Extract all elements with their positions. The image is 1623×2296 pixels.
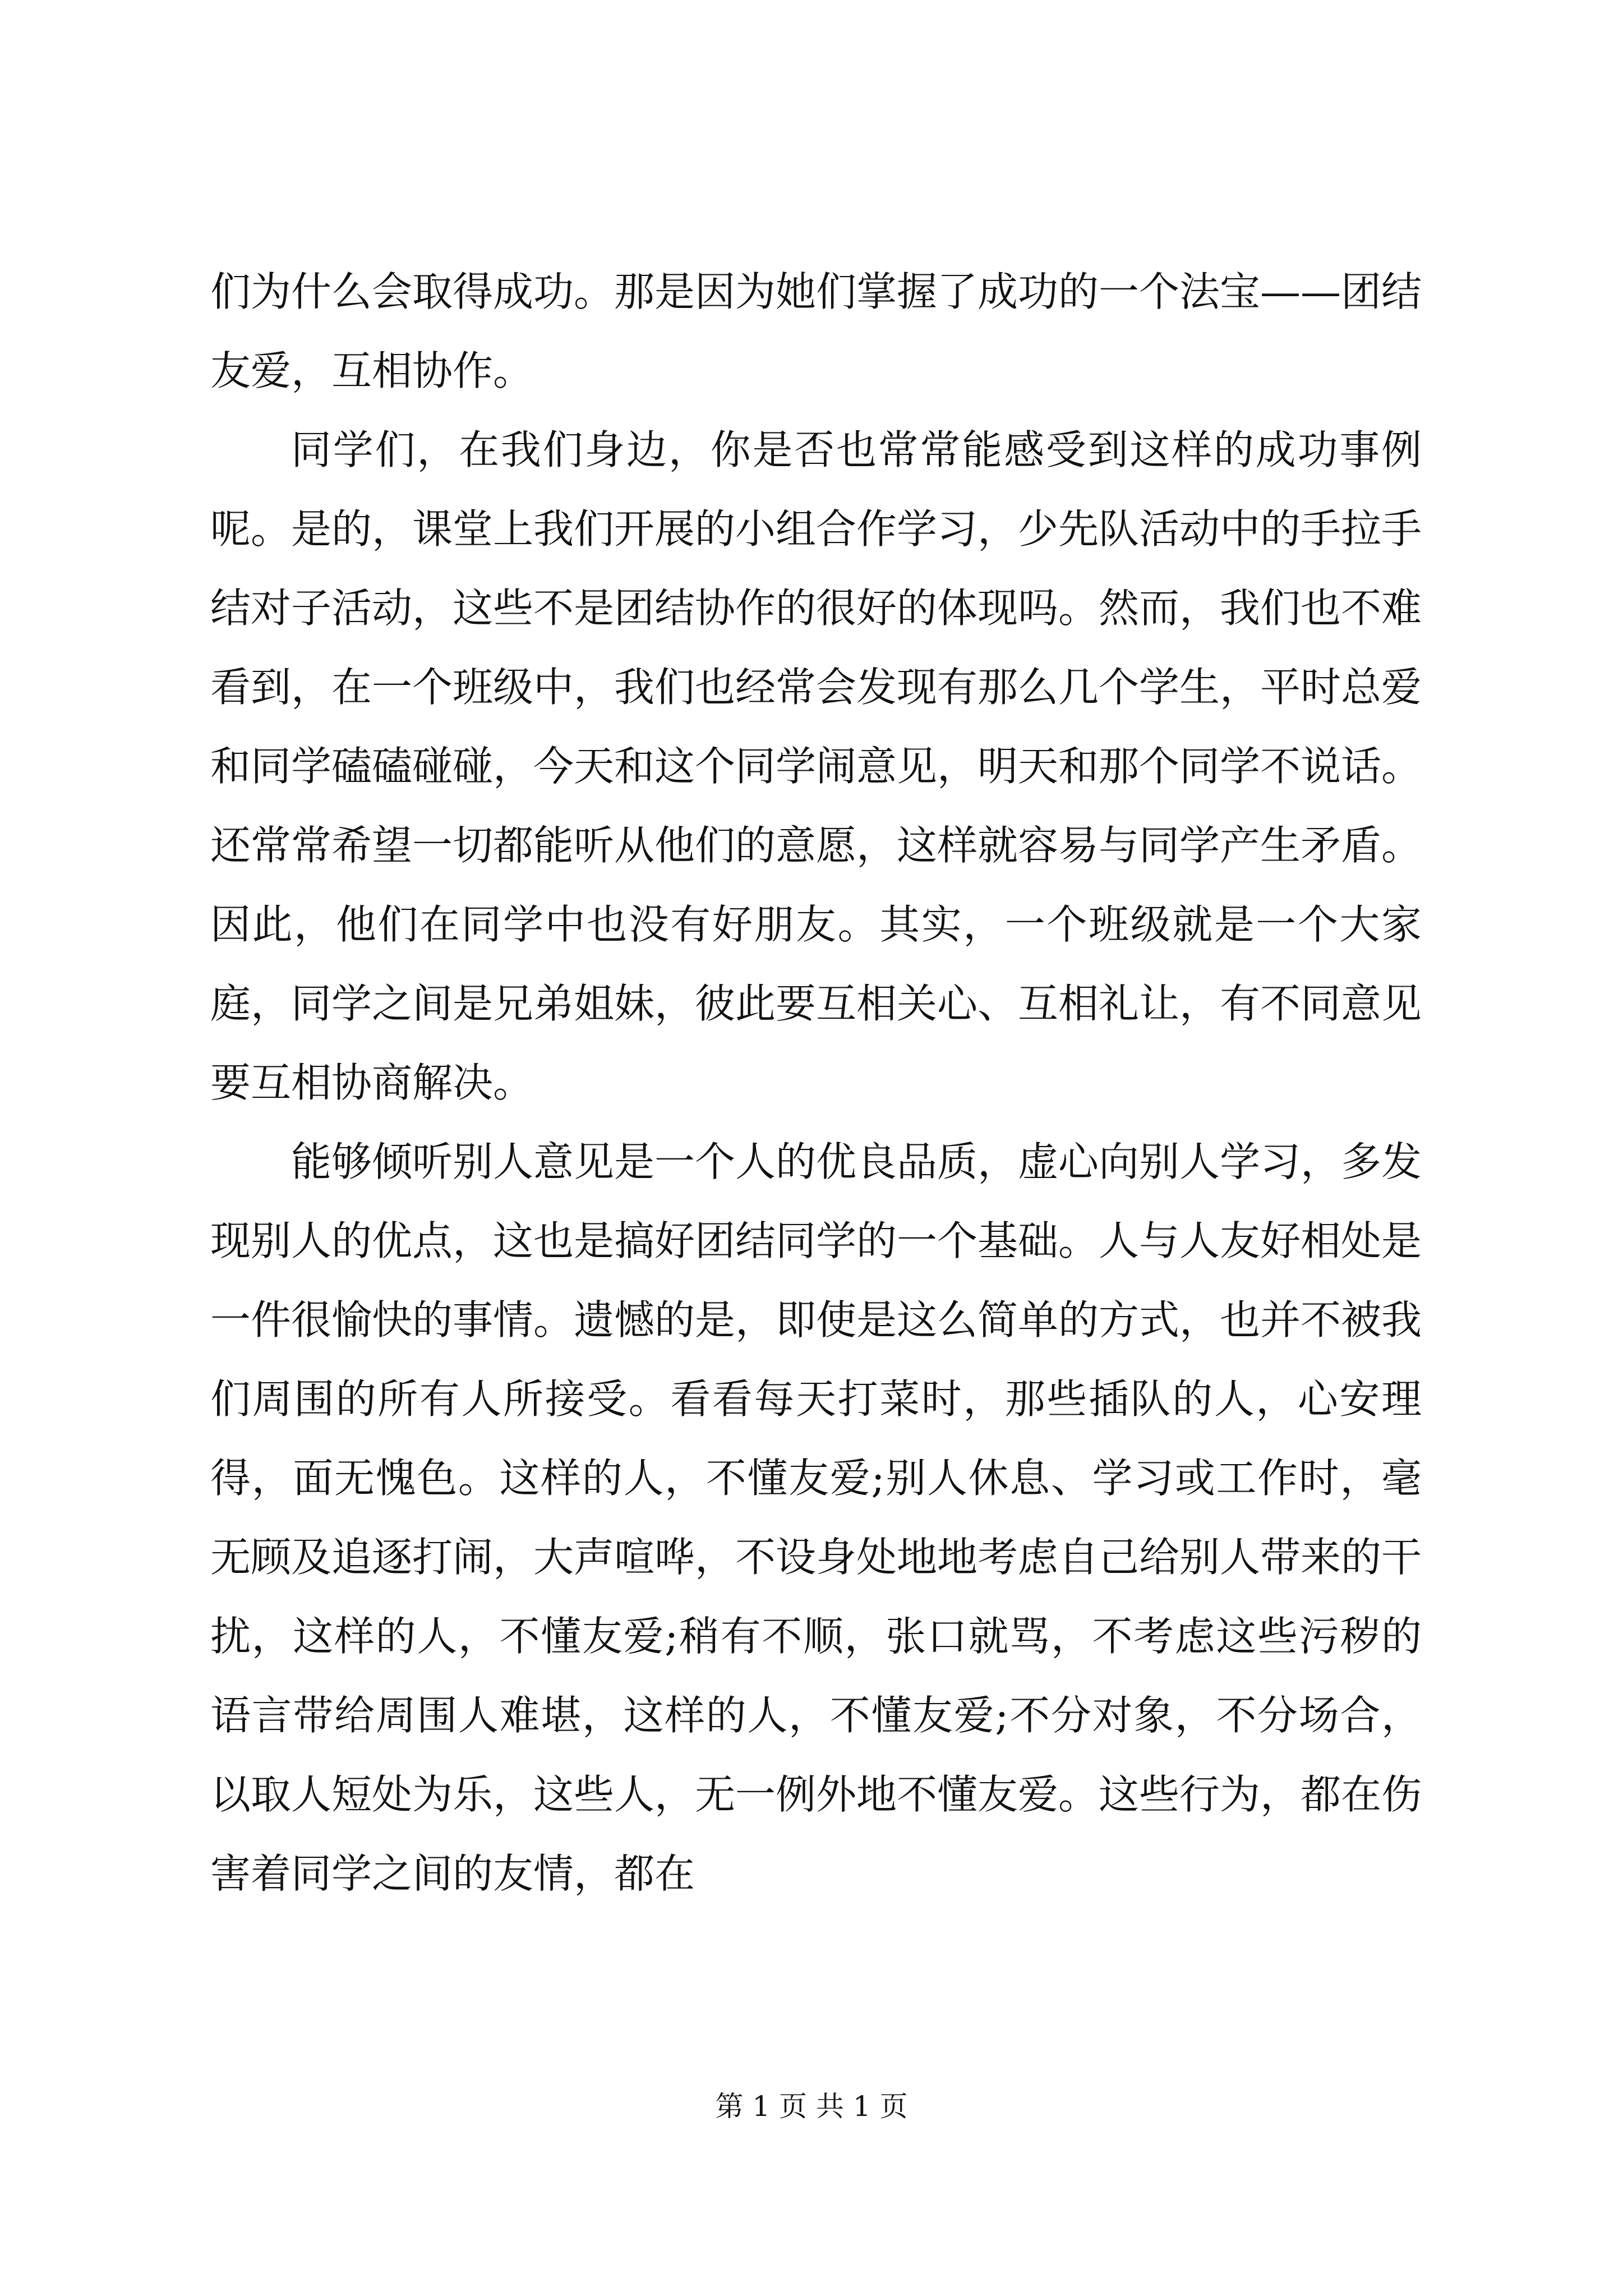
paragraph-1: 们为什么会取得成功。那是因为她们掌握了成功的一个法宝——团结友爱，互相协作。 xyxy=(210,268,1422,394)
document-body xyxy=(210,252,1422,1913)
paragraph-2: 同学们，在我们身边，你是否也常常能感受到这样的成功事例呢。是的，课堂上我们开展的小组合作学习，少先队活动中的手拉手结对子活动，这些不是团结协作的很好的体现吗。然而，我们也不难看到，在一个班级中，我们也经常会发现有那么几个学生，平时总爱和同学磕磕碰碰，今天和这个同学闹意见，明天和那个同学不说话。还常常希望一切都能听从他们的意愿，这样就容易与同学产生矛盾。因此，他们在同学中也没有好朋友。其实，一个班级就是一个大家庭，同学之间是兄弟姐妹，彼此要互相关心、互相礼让，有不同意见要互相协商解决。 xyxy=(210,426,1422,1106)
paragraph-3: 能够倾听别人意见是一个人的优良品质，虚心向别人学习，多发现别人的优点，这也是搞好团结同学的一个基础。人与人友好相处是一件很愉快的事情。遗憾的是，即使是这么简单的方式，也并不被我们周围的所有人所接受。看看每天打菜时，那些插队的人，心安理得，面无愧色。这样的人，不懂友爱;别人休息、学习或工作时，毫无顾及追逐打闹，大声喧哗，不设身处地地考虑自己给别人带来的干扰，这样的人，不懂友爱;稍有不顺，张口就骂，不考虑这些污秽的语言带给周围人难堪，这样的人，不懂友爱;不分对象，不分场合，以取人短处为乐，这些人，无一例外地不懂友爱。这些行为，都在伤害着同学之间的友情，都在 xyxy=(210,1138,1422,1897)
page-footer: 第 1 页 共 1 页 xyxy=(715,2090,908,2123)
